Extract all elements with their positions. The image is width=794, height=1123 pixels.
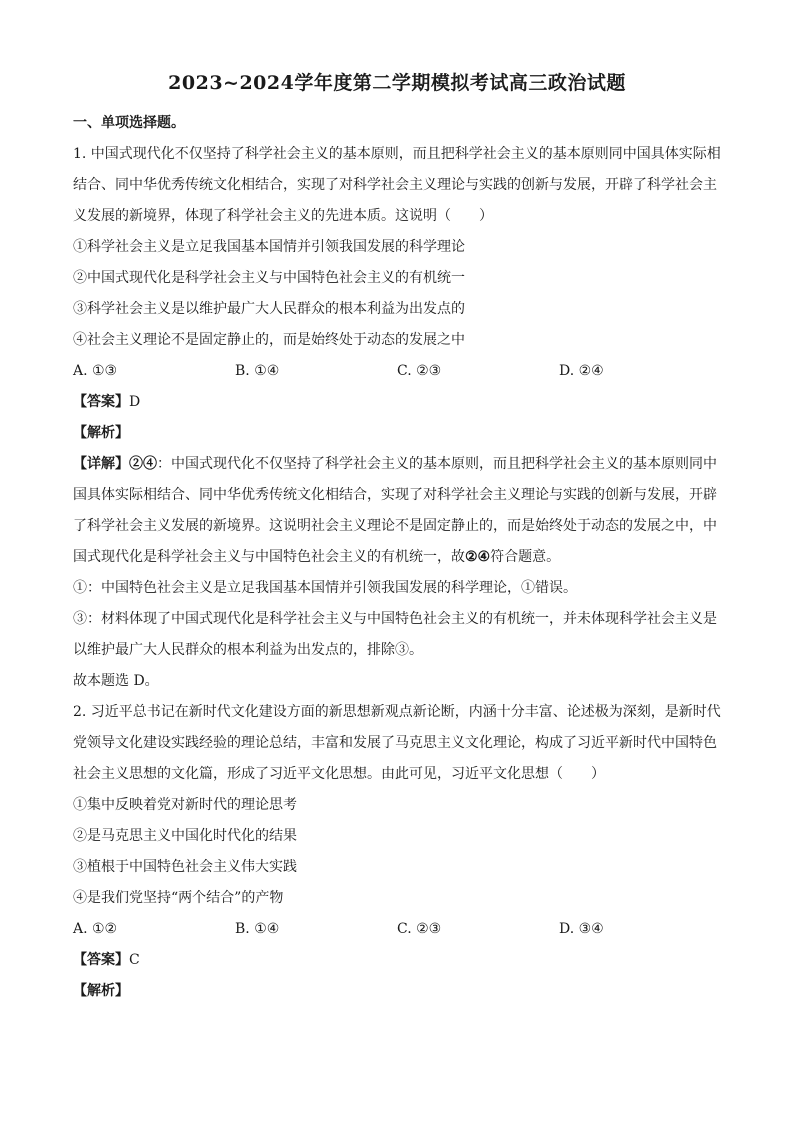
- statement-line: ③植根于中国特色社会主义伟大实践: [73, 859, 297, 875]
- statement-line: ①科学社会主义是立足我国基本国情并引领我国发展的科学理论: [73, 239, 465, 255]
- option-c: C. ②③: [397, 363, 442, 379]
- option-b: B. ①④: [235, 363, 280, 379]
- question-stem-line: 义发展的新境界，体现了科学社会主义的先进本质。这说明（ ）: [73, 208, 493, 224]
- answer-value: D: [129, 394, 141, 410]
- detail-line: [73, 449, 723, 480]
- detail-line: 国具体实际相结合、同中华优秀传统文化相结合，实现了对科学社会主义理论与实践的创新与发展，开辟: [73, 487, 717, 503]
- answer-options: [73, 914, 723, 945]
- detail-text: ：中国式现代化不仅坚持了科学社会主义的基本原则，而且把科学社会主义的基本原则同中: [157, 456, 717, 472]
- explain-line: 以维护最广大人民群众的根本利益为出发点的，排除③。: [73, 642, 423, 658]
- answer-value: C: [129, 952, 140, 968]
- statement-line: ②是马克思主义中国化时代化的结果: [73, 828, 297, 844]
- statement-line: ④社会主义理论不是固定静止的，而是始终处于动态的发展之中: [73, 332, 465, 348]
- section-heading: 一、单项选择题。: [73, 115, 185, 131]
- question-2: [73, 697, 723, 1007]
- conclusion-line: 故本题选 D。: [73, 673, 159, 689]
- option-c: C. ②③: [397, 921, 442, 937]
- question-stem-line: 党领导文化建设实践经验的理论总结，丰富和发展了马克思主义文化理论，构成了习近平新时代中国特色: [73, 735, 717, 751]
- option-b: B. ①④: [235, 921, 280, 937]
- explain-line: ①：中国特色社会主义是立足我国基本国情并引领我国发展的科学理论，①错误。: [73, 580, 577, 596]
- detail-tail-marks: ②④: [465, 549, 491, 565]
- option-d: D. ②④: [559, 363, 604, 379]
- option-d: D. ③④: [559, 921, 604, 937]
- page-title: 2023~2024学年度第二学期模拟考试高三政治试题: [168, 72, 626, 94]
- statement-line: ①集中反映着党对新时代的理论思考: [73, 797, 297, 813]
- statement-line: ④是我们党坚持“两个结合”的产物: [73, 890, 284, 906]
- question-stem-line: 社会主义思想的文化篇，形成了习近平文化思想。由此可见，习近平文化思想（ ）: [73, 766, 605, 782]
- answer-label: 【答案】: [73, 952, 129, 968]
- statement-line: ③科学社会主义是以维护最广大人民群众的根本利益为出发点的: [73, 301, 465, 317]
- detail-line: [73, 542, 723, 573]
- detail-label: 【详解】: [73, 456, 129, 472]
- explain-line: ③：材料体现了中国式现代化是科学社会主义与中国特色社会主义的有机统一，并未体现科学社会主义是: [73, 611, 717, 627]
- analysis-label: 【解析】: [73, 425, 129, 441]
- question-stem-line: 结合、同中华优秀传统文化相结合，实现了对科学社会主义理论与实践的创新与发展，开辟了科学社会主: [73, 177, 717, 193]
- detail-tail: 符合题意。: [490, 549, 561, 565]
- answer-label: 【答案】: [73, 394, 129, 410]
- detail-text: 国式现代化是科学社会主义与中国特色社会主义的有机统一，故: [73, 549, 465, 565]
- question-stem-line: 2. 习近平总书记在新时代文化建设方面的新思想新观点新论断，内涵十分丰富、论述极为深刻，是新时代: [73, 704, 721, 720]
- detail-marks: ②④: [129, 456, 157, 472]
- analysis-label: 【解析】: [73, 983, 129, 999]
- answer-options: [73, 356, 723, 387]
- option-a: A. ①③: [73, 363, 118, 379]
- question-1: [73, 139, 723, 697]
- question-stem-line: 1. 中国式现代化不仅坚持了科学社会主义的基本原则，而且把科学社会主义的基本原则同中国具体实际相: [73, 146, 721, 162]
- option-a: A. ①②: [73, 921, 118, 937]
- answer-line: [73, 945, 723, 976]
- statement-line: ②中国式现代化是科学社会主义与中国特色社会主义的有机统一: [73, 270, 465, 286]
- detail-line: 了科学社会主义发展的新境界。这说明社会主义理论不是固定静止的，而是始终处于动态的发展之中，中: [73, 518, 717, 534]
- answer-line: [73, 387, 723, 418]
- document-body: [73, 108, 723, 1007]
